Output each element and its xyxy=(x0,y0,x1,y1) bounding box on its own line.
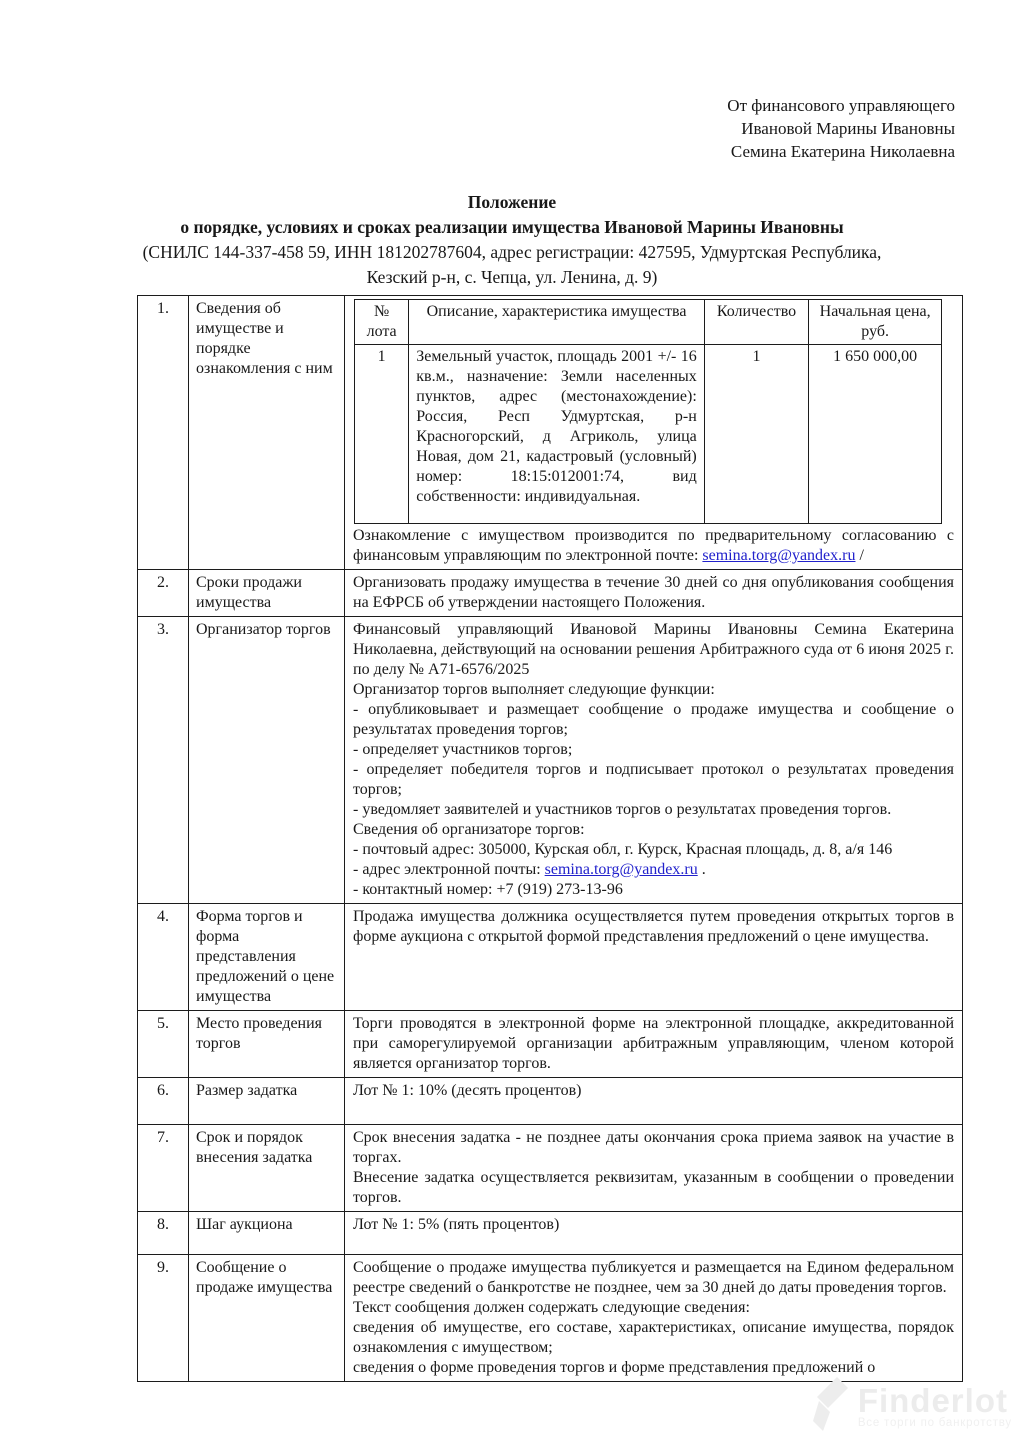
organizer-phone-line: - контактный номер: +7 (919) 273-13-96 xyxy=(353,881,623,898)
row-number: 7. xyxy=(138,1125,189,1212)
paragraph-text: . xyxy=(697,861,706,878)
header-line: От финансового управляющего xyxy=(727,96,955,115)
paragraph: Сообщение о продаже имущества публикуется и размещается на Едином федеральном реестре сведений о банкротстве не позднее, чем за 30 дней до даты проведения торгов. xyxy=(353,1259,954,1296)
finderlot-logo-icon xyxy=(811,1377,849,1438)
paragraph: Лот № 1: 10% (десять процентов) xyxy=(353,1082,582,1099)
row-label: Место проведения торгов xyxy=(189,1011,345,1078)
paragraph: Внесение задатка осуществляется реквизитам, указанным в сообщении о проведении торгов. xyxy=(353,1169,954,1206)
row-label: Сообщение о продаже имущества xyxy=(189,1255,345,1382)
paragraph: сведения об имуществе, его составе, характеристиках, описание имущества, порядок ознакомления с имуществом; xyxy=(353,1319,954,1356)
paragraph: Лот № 1: 5% (пять процентов) xyxy=(353,1216,560,1233)
organizer-email-line xyxy=(353,860,954,880)
row-content xyxy=(345,904,963,1011)
row-label: Шаг аукциона xyxy=(189,1212,345,1255)
row-number: 3. xyxy=(138,617,189,904)
row-number: 2. xyxy=(138,570,189,617)
row-label: Организатор торгов xyxy=(189,617,345,904)
table-row-7 xyxy=(138,1125,963,1212)
paragraph: Продажа имущества должника осуществляется путем проведения открытых торгов в форме аукциона с открытой формой представления предложений о цене имущества. xyxy=(353,908,954,945)
table-row-8 xyxy=(138,1212,963,1255)
row-content xyxy=(345,296,963,570)
note-text: / xyxy=(855,547,864,564)
row-content xyxy=(345,1011,963,1078)
row-label: Размер задатка xyxy=(189,1078,345,1125)
lot-price-header: Начальная цена, руб. xyxy=(809,300,942,345)
table-row-5 xyxy=(138,1011,963,1078)
paragraph: - определяет участников торгов; xyxy=(353,741,573,758)
row-content xyxy=(345,570,963,617)
paragraph: Финансовый управляющий Ивановой Марины Ивановны Семина Екатерина Николаевна, действующий на основании решения Арбитражного суда от 6 июня 2025 г. по делу № А71-6576/2025 xyxy=(353,621,954,678)
row-number: 9. xyxy=(138,1255,189,1382)
finderlot-watermark xyxy=(811,1377,1012,1438)
watermark-brand: Finderlot xyxy=(857,1381,1008,1419)
row-content xyxy=(345,617,963,904)
row-label: Сроки продажи имущества xyxy=(189,570,345,617)
lot-description-header: Описание, характеристика имущества xyxy=(409,300,705,345)
watermark-tagline: Все торги по банкротству xyxy=(857,1416,1012,1429)
paragraph: Текст сообщения должен содержать следующие сведения: xyxy=(353,1299,750,1316)
row-label: Форма торгов и форма представления предложений о цене имущества xyxy=(189,904,345,1011)
header-line: Семина Екатерина Николаевна xyxy=(730,142,955,161)
watermark-text xyxy=(857,1381,1012,1430)
title-subtitle: о порядке, условиях и сроках реализации имущества Ивановой Марины Ивановны xyxy=(180,217,844,237)
regulation-table xyxy=(137,295,963,1382)
lot-row xyxy=(355,345,942,524)
table-row-4 xyxy=(138,904,963,1011)
row-number: 4. xyxy=(138,904,189,1011)
lot-description: Земельный участок, площадь 2001 +/- 16 кв.м., назначение: Земли населенных пунктов, адрес (местонахождение): Россия, Респ Удмуртская, р-н Красногорский, д Агриколь, улица Новая, дом 21, кадастровый (условный) номер: 18:15:012001:74, вид собственности: индивидуальная. xyxy=(409,345,705,524)
note-text: Ознакомление с имуществом производится по предварительному согласованию с финансовым управляющим по электронной почте: xyxy=(353,527,954,564)
row-number: 8. xyxy=(138,1212,189,1255)
lot-quantity: 1 xyxy=(704,345,809,524)
lot-number: 1 xyxy=(355,345,409,524)
email-link[interactable]: semina.torg@yandex.ru xyxy=(544,861,698,878)
lots-table xyxy=(354,299,942,524)
paragraph: Организовать продажу имущества в течение 30 дней со дня опубликования сообщения на ЕФРСБ об утверждении настоящего Положения. xyxy=(353,574,954,611)
paragraph: Организатор торгов выполняет следующие функции: xyxy=(353,681,715,698)
row-content xyxy=(345,1125,963,1212)
document-title xyxy=(112,190,912,290)
table-row-2 xyxy=(138,570,963,617)
lot-number-header: № лота xyxy=(355,300,409,345)
email-link[interactable]: semina.torg@yandex.ru xyxy=(702,547,856,564)
table-row-9 xyxy=(138,1255,963,1382)
paragraph-text: - адрес электронной почты: xyxy=(353,861,545,878)
lot-start-price: 1 650 000,00 xyxy=(809,345,942,524)
table-row-6 xyxy=(138,1078,963,1125)
row-number: 6. xyxy=(138,1078,189,1125)
table-row-3 xyxy=(138,617,963,904)
row-label: Сведения об имуществе и порядке ознакомления с ним xyxy=(189,296,345,570)
row-content xyxy=(345,1078,963,1125)
document-header xyxy=(0,0,955,163)
row-number: 1. xyxy=(138,296,189,570)
paragraph: Торги проводятся в электронной форме на электронной площадке, аккредитованной при саморегулируемой организации арбитражным управляющим, членом которой является организатор торгов. xyxy=(353,1015,954,1072)
row-label: Срок и порядок внесения задатка xyxy=(189,1125,345,1212)
paragraph: Сведения об организаторе торгов: xyxy=(353,821,585,838)
table-row-1 xyxy=(138,296,963,570)
paragraph: - определяет победителя торгов и подписывает протокол о результатах проведения торгов; xyxy=(353,761,954,798)
row-content xyxy=(345,1212,963,1255)
header-line: Ивановой Марины Ивановны xyxy=(741,119,955,138)
row-content xyxy=(345,1255,963,1382)
title-main: Положение xyxy=(467,192,557,212)
paragraph: сведения о форме проведения торгов и форме представления предложений о xyxy=(353,1359,876,1376)
lots-header-row xyxy=(355,300,942,345)
familiarization-note xyxy=(353,526,954,566)
paragraph: Срок внесения задатка - не позднее даты окончания срока приема заявок на участие в торгах. xyxy=(353,1129,954,1166)
title-details: (СНИЛС 144-337-458 59, ИНН 181202787604, адрес регистрации: 427595, Удмуртская Республика, Кезский р-н, с. Чепца, ул. Ленина, д. 9) xyxy=(142,242,882,287)
paragraph: - уведомляет заявителей и участников торгов о результатах проведения торгов. xyxy=(353,801,892,818)
paragraph: - опубликовывает и размещает сообщение о продаже имущества и сообщение о результатах проведения торгов; xyxy=(353,701,954,738)
paragraph: - почтовый адрес: 305000, Курская обл, г. Курск, Красная площадь, д. 8, а/я 146 xyxy=(353,841,893,858)
row-number: 5. xyxy=(138,1011,189,1078)
lot-quantity-header: Количество xyxy=(704,300,809,345)
